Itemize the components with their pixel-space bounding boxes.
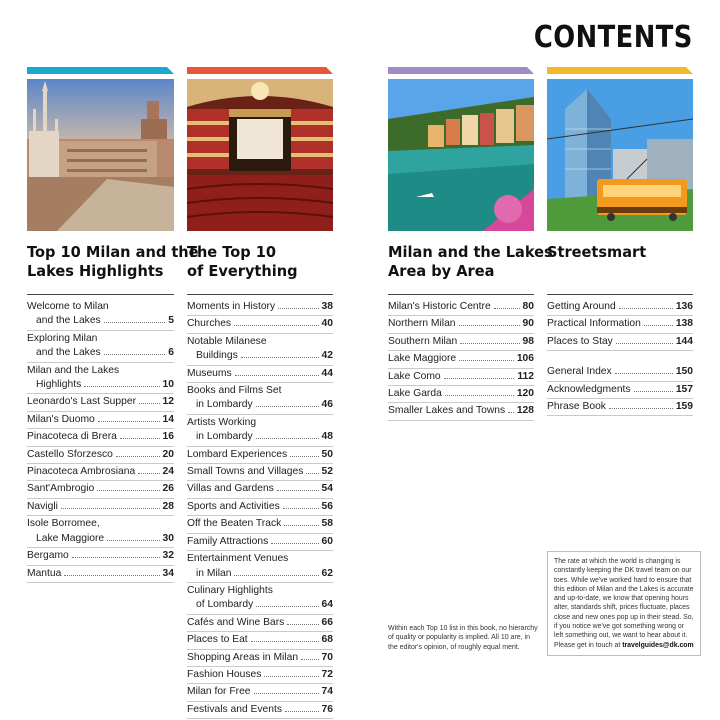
toc-entry[interactable] <box>547 365 693 381</box>
toc-entry-page: 30 <box>162 532 174 544</box>
dot-leader <box>254 693 319 694</box>
divider <box>547 294 693 295</box>
toc-entry-title: Lake Maggiore <box>388 353 457 365</box>
toc-entry-title: Pinacoteca di Brera <box>27 431 117 443</box>
toc-entry-page: 26 <box>162 483 174 495</box>
dot-leader <box>277 490 319 491</box>
section-heading: Top 10 Milan and the Lakes Highlights <box>27 243 199 280</box>
feedback-note-box <box>547 551 701 656</box>
dot-leader <box>234 325 318 326</box>
toc-entry[interactable] <box>187 384 333 415</box>
toc-entry-title: Exploring Milan <box>27 332 98 344</box>
toc-entry-title: Places to Eat <box>187 634 248 646</box>
dot-leader <box>445 395 514 396</box>
dot-leader <box>459 325 520 326</box>
toc-entry-title: Books and Films Set <box>187 385 282 397</box>
dot-leader <box>271 543 318 544</box>
toc-entry-title: Acknowledgments <box>547 383 631 395</box>
dot-leader <box>107 540 159 541</box>
list-gap <box>547 352 693 365</box>
toc-entry[interactable] <box>547 335 693 351</box>
toc-entry-title: Fashion Houses <box>187 668 262 680</box>
dot-leader <box>644 325 673 326</box>
dot-leader <box>444 378 515 379</box>
toc-entry-title: Buildings <box>196 350 238 362</box>
toc-entry[interactable] <box>187 335 333 366</box>
toc-entry-title: Practical Information <box>547 318 641 330</box>
toc-entry-page: 46 <box>321 399 333 411</box>
dot-leader <box>460 343 519 344</box>
contents-column-area-by-area <box>388 67 553 422</box>
contents-list <box>388 300 534 421</box>
toc-entry[interactable] <box>187 517 333 533</box>
toc-entry-page: 12 <box>162 396 174 408</box>
toc-entry[interactable] <box>388 387 534 403</box>
toc-entry[interactable] <box>547 317 693 333</box>
toc-entry-title: Bergamo <box>27 550 69 562</box>
toc-entry-title: Welcome to Milan <box>27 301 109 312</box>
dot-leader <box>104 354 166 355</box>
dot-leader <box>290 456 318 457</box>
toc-entry-page: 159 <box>675 401 693 413</box>
toc-entry[interactable] <box>27 332 174 363</box>
toc-entry-page: 20 <box>162 448 174 460</box>
toc-entry[interactable] <box>547 400 693 416</box>
toc-entry[interactable] <box>187 300 333 316</box>
toc-entry-title: Phrase Book <box>547 401 606 413</box>
photo-tram-skyscraper <box>547 79 693 231</box>
toc-entry[interactable] <box>27 413 174 429</box>
toc-entry[interactable] <box>388 300 534 316</box>
toc-entry-title: in Lombardy <box>196 431 253 443</box>
divider <box>27 294 174 295</box>
toc-entry-page: 76 <box>321 703 333 715</box>
toc-entry-page: 98 <box>522 335 534 347</box>
toc-entry[interactable] <box>388 335 534 351</box>
toc-entry-title: Villas and Gardens <box>187 483 274 495</box>
toc-entry[interactable] <box>27 395 174 411</box>
toc-entry[interactable] <box>27 500 174 516</box>
dot-leader <box>138 473 159 474</box>
toc-entry[interactable] <box>187 552 333 583</box>
toc-entry-page: 42 <box>321 350 333 362</box>
toc-entry-title: Culinary Highlights <box>187 584 273 596</box>
toc-entry-page: 128 <box>516 405 534 417</box>
toc-entry-title: Small Towns and Villages <box>187 466 304 478</box>
toc-entry-title: Sports and Activities <box>187 500 280 512</box>
toc-entry-title: Milan's Historic Centre <box>388 301 491 312</box>
toc-entry[interactable] <box>27 465 174 481</box>
toc-entry[interactable] <box>187 703 333 719</box>
dot-leader <box>278 308 318 309</box>
toc-entry-title: Churches <box>187 318 232 330</box>
toc-entry-title: Places to Stay <box>547 335 613 347</box>
toc-entry-title: and the Lakes <box>36 347 101 359</box>
toc-entry-page: 56 <box>321 500 333 512</box>
toc-entry-page: 50 <box>321 448 333 460</box>
toc-entry-title: Entertainment Venues <box>187 553 289 565</box>
dot-leader <box>616 343 673 344</box>
section-heading: Streetsmart <box>547 243 647 261</box>
toc-entry-title: Festivals and Events <box>187 703 283 715</box>
toc-entry-page: 38 <box>321 301 333 312</box>
toc-entry[interactable] <box>187 668 333 684</box>
dot-leader <box>234 575 318 576</box>
photo-opera-house <box>187 79 333 231</box>
toc-entry-page: 52 <box>321 466 333 478</box>
feedback-email[interactable]: travelguides@dk.com <box>622 641 694 649</box>
section-heading: Milan and the Lakes Area by Area <box>388 243 553 280</box>
toc-entry-title: Moments in History <box>187 301 276 312</box>
toc-entry[interactable] <box>187 651 333 667</box>
dot-leader <box>287 624 318 625</box>
toc-entry[interactable] <box>27 430 174 446</box>
toc-entry-title: Lake Maggiore <box>36 532 105 544</box>
toc-entry-title: Sant'Ambrogio <box>27 483 95 495</box>
toc-entry-title: Mantua <box>27 567 62 579</box>
contents-list <box>27 300 174 583</box>
toc-entry-page: 28 <box>162 500 174 512</box>
section-heading: The Top 10 of Everything <box>187 243 298 280</box>
toc-entry-page: 64 <box>321 599 333 611</box>
divider <box>388 294 534 295</box>
dot-leader <box>97 490 159 491</box>
toc-entry[interactable] <box>187 367 333 383</box>
dot-leader <box>615 373 673 374</box>
toc-entry-title: Castello Sforzesco <box>27 448 113 460</box>
toc-entry-title: Isole Borromee, <box>27 518 100 530</box>
toc-entry-page: 62 <box>321 567 333 579</box>
toc-entry-page: 48 <box>321 431 333 443</box>
toc-entry-title: Family Attractions <box>187 535 269 547</box>
photo-milan-rooftop <box>27 79 174 231</box>
dot-leader <box>256 406 319 407</box>
toc-entry[interactable] <box>187 500 333 516</box>
toc-entry-title: Highlights <box>36 379 82 391</box>
dot-leader <box>98 421 160 422</box>
dot-leader <box>609 408 673 409</box>
toc-entry-page: 44 <box>321 367 333 379</box>
toc-entry[interactable] <box>388 404 534 420</box>
toc-entry-page: 14 <box>162 413 174 425</box>
toc-entry-title: Lake Como <box>388 370 441 382</box>
dot-leader <box>619 308 673 309</box>
dot-leader <box>494 308 520 309</box>
dot-leader <box>72 557 160 558</box>
contents-column-highlights <box>27 67 199 584</box>
dot-leader <box>283 508 319 509</box>
toc-entry-page: 10 <box>162 379 174 391</box>
toc-entry-page: 72 <box>321 668 333 680</box>
dot-leader <box>241 357 319 358</box>
toc-entry-title: Milan and the Lakes <box>27 364 120 376</box>
color-band <box>27 67 174 74</box>
color-band <box>187 67 333 74</box>
toc-entry[interactable] <box>27 567 174 583</box>
dot-leader <box>306 473 318 474</box>
toc-entry-title: Navigli <box>27 500 58 512</box>
toc-entry-title: of Lombardy <box>196 599 254 611</box>
page-title: CONTENTS <box>534 20 693 55</box>
toc-entry[interactable] <box>27 482 174 498</box>
toc-entry-page: 90 <box>522 318 534 330</box>
toc-entry-page: 157 <box>675 383 693 395</box>
toc-entry-page: 34 <box>162 567 174 579</box>
dot-leader <box>235 375 319 376</box>
toc-entry-title: Northern Milan <box>388 318 456 330</box>
dot-leader <box>116 456 160 457</box>
toc-entry-title: Smaller Lakes and Towns <box>388 405 506 417</box>
dot-leader <box>459 360 514 361</box>
toc-entry[interactable] <box>388 370 534 386</box>
toc-entry-title: Shopping Areas in Milan <box>187 651 299 663</box>
dot-leader <box>84 386 159 387</box>
dot-leader <box>64 575 159 576</box>
color-band <box>547 67 693 74</box>
toc-entry[interactable] <box>187 482 333 498</box>
toc-entry-page: 60 <box>321 535 333 547</box>
photo-lakeside-village <box>388 79 534 231</box>
toc-entry-page: 54 <box>321 483 333 495</box>
toc-entry-page: 112 <box>517 370 534 382</box>
dot-leader <box>285 711 319 712</box>
toc-entry[interactable] <box>27 549 174 565</box>
contents-column-top10 <box>187 67 333 720</box>
toc-entry-page: 120 <box>516 388 534 400</box>
toc-entry-page: 16 <box>162 431 174 443</box>
toc-entry-title: Leonardo's Last Supper <box>27 396 137 408</box>
toc-entry-page: 6 <box>168 347 174 359</box>
toc-entry-title: and the Lakes <box>36 315 101 327</box>
toc-entry-page: 32 <box>162 550 174 562</box>
dot-leader <box>61 508 160 509</box>
toc-entry-page: 136 <box>675 301 693 312</box>
toc-entry-title: Lake Garda <box>388 388 442 400</box>
toc-entry[interactable] <box>187 465 333 481</box>
dot-leader <box>284 525 318 526</box>
dot-leader <box>634 391 673 392</box>
toc-entry-page: 5 <box>168 315 174 327</box>
toc-entry-title: Pinacoteca Ambrosiana <box>27 466 136 478</box>
dot-leader <box>256 438 319 439</box>
toc-entry-title: Notable Milanese <box>187 335 267 347</box>
toc-entry-title: Milan for Free <box>187 686 251 698</box>
dot-leader <box>139 403 160 404</box>
toc-entry-title: Cafés and Wine Bars <box>187 616 285 628</box>
toc-entry[interactable] <box>27 300 174 331</box>
toc-entry-title: General Index <box>547 366 612 378</box>
toc-entry[interactable] <box>187 448 333 464</box>
dot-leader <box>251 641 319 642</box>
toc-entry-title: Museums <box>187 367 232 379</box>
toc-entry[interactable] <box>27 448 174 464</box>
dot-leader <box>264 676 318 677</box>
toc-entry[interactable] <box>187 416 333 447</box>
toc-entry[interactable] <box>27 517 174 548</box>
toc-entry-page: 40 <box>321 318 333 330</box>
toc-entry-title: Artists Working <box>187 416 257 428</box>
toc-entry-page: 138 <box>675 318 693 330</box>
dot-leader <box>120 438 160 439</box>
dot-leader <box>104 322 166 323</box>
dot-leader <box>256 606 318 607</box>
toc-entry-title: Lombard Experiences <box>187 448 288 460</box>
feedback-note-text: The rate at which the world is changing is constantly keeping the DK travel team on our toes. While we've worked hard to ensure that this edition of Milan and the Lakes is accurate and up-to-date, we know that opening hours alter, standards shift, prices fluctuate, places close and new ones pop up in their stead. So, if you notice we've got something wrong or left something out, we want to hear about it. Please get in touch at <box>554 558 694 649</box>
toc-entry-page: 74 <box>321 686 333 698</box>
toc-entry[interactable] <box>547 383 693 399</box>
toc-entry-title: Off the Beaten Track <box>187 518 282 530</box>
toc-entry-page: 70 <box>321 651 333 663</box>
contents-list <box>187 300 333 719</box>
toc-entry-page: 58 <box>321 518 333 530</box>
toc-entry[interactable] <box>388 352 534 368</box>
toc-entry[interactable] <box>187 535 333 551</box>
toc-entry-title: Getting Around <box>547 301 616 312</box>
toc-entry[interactable] <box>388 317 534 333</box>
toc-entry-page: 144 <box>675 335 693 347</box>
toc-entry[interactable] <box>187 317 333 333</box>
contents-column-streetsmart <box>547 67 693 417</box>
dot-leader <box>301 659 318 660</box>
toc-entry[interactable] <box>547 300 693 316</box>
toc-entry-page: 150 <box>675 366 693 378</box>
toc-entry-title: in Lombardy <box>196 399 253 411</box>
toc-entry[interactable] <box>27 364 174 395</box>
dot-leader <box>508 412 514 413</box>
hierarchy-note: Within each Top 10 list in this book, no hierarchy of quality or popularity is implied. All 10 are, in the editor's opinion, of roughly equal merit. <box>388 625 538 651</box>
toc-entry-title: in Milan <box>196 567 232 579</box>
toc-entry-page: 68 <box>321 634 333 646</box>
toc-entry[interactable] <box>187 616 333 632</box>
toc-entry-page: 106 <box>516 353 534 365</box>
toc-entry-page: 24 <box>162 466 174 478</box>
toc-entry-title: Milan's Duomo <box>27 413 95 425</box>
color-band <box>388 67 534 74</box>
toc-entry[interactable] <box>187 584 333 615</box>
toc-entry-title: Southern Milan <box>388 335 458 347</box>
toc-entry-page: 66 <box>321 616 333 628</box>
contents-list <box>547 300 693 416</box>
toc-entry-page: 80 <box>522 301 534 312</box>
divider <box>187 294 333 295</box>
toc-entry[interactable] <box>187 633 333 649</box>
